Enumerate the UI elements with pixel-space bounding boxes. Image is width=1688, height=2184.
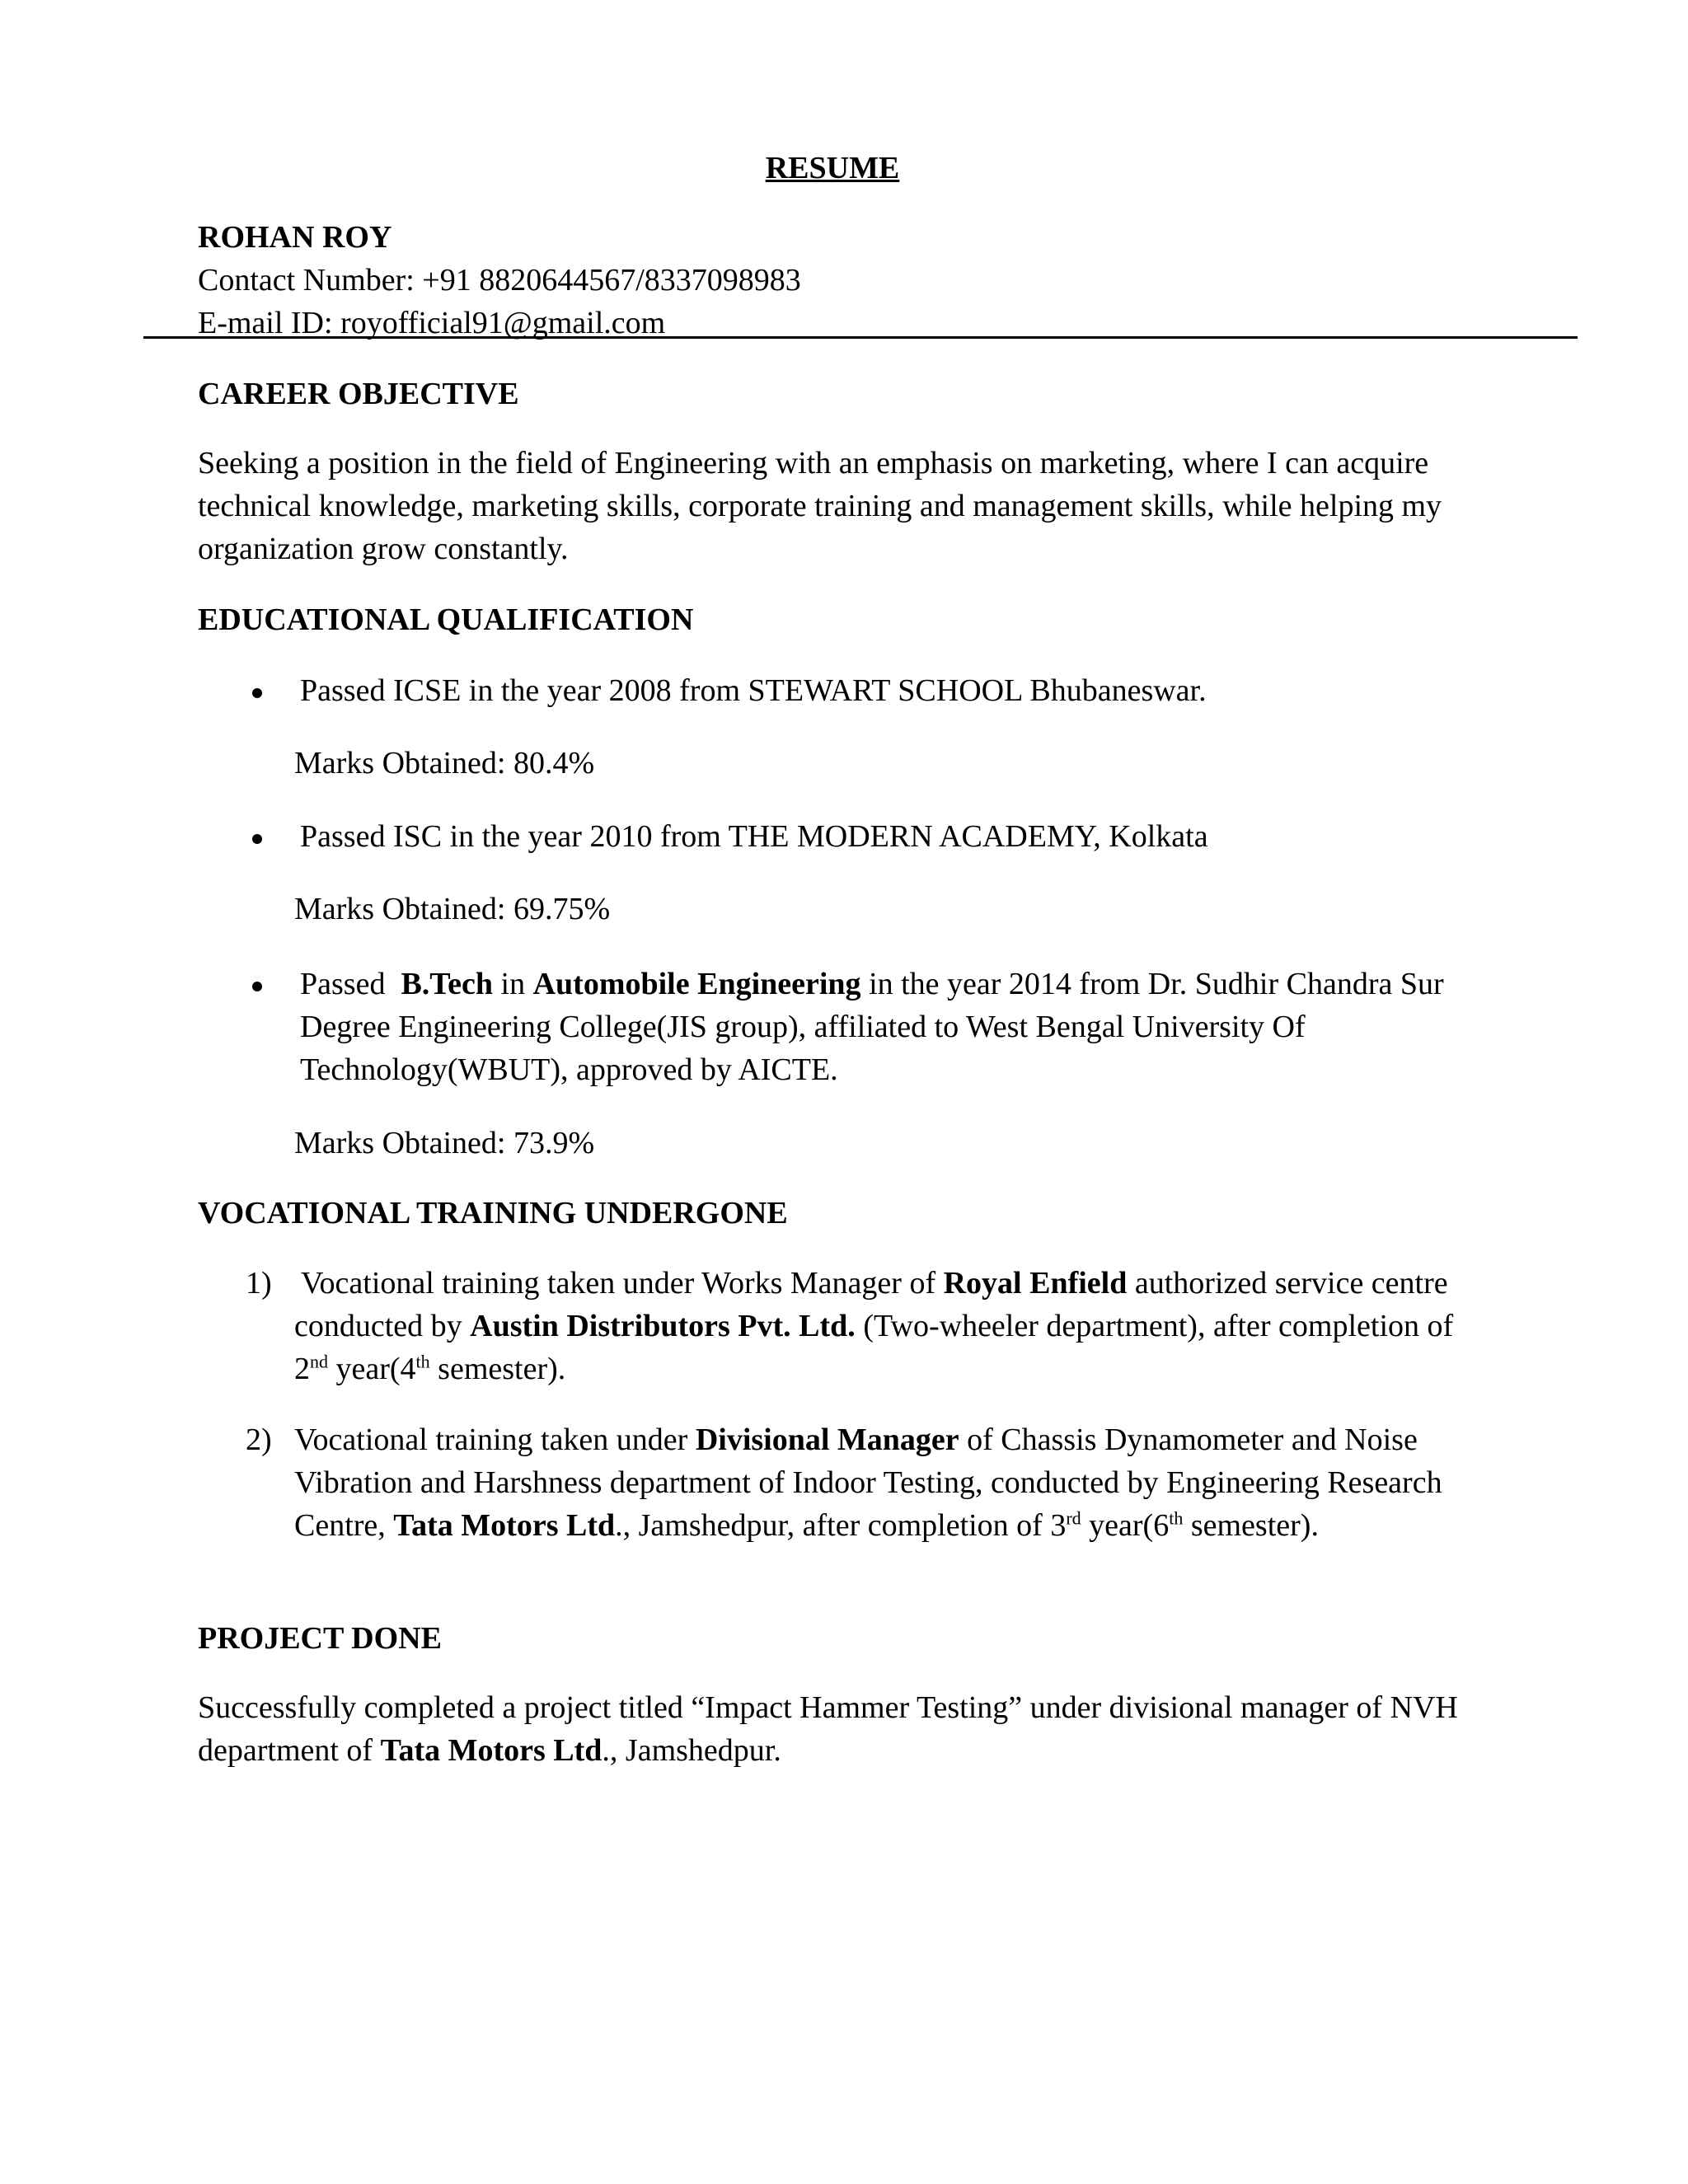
text-part: of Chassis Dynamometer and Noise Vibration and Harshness department of Indoor Testing, conducted by Engineering Research Centre, bbox=[294, 1422, 1442, 1543]
company-name: Tata Motors Ltd bbox=[380, 1733, 603, 1768]
bullet-icon bbox=[252, 834, 262, 844]
vocational-item-text bbox=[294, 1418, 1481, 1547]
company-name: Royal Enfield bbox=[943, 1266, 1128, 1301]
text-part: Vocational training taken under Works Manager of bbox=[301, 1266, 944, 1301]
contact-header bbox=[198, 216, 1599, 344]
text-part: semester). bbox=[1183, 1508, 1319, 1543]
career-objective-text: Seeking a position in the field of Engineering with an emphasis on marketing, where I can acquire technical knowledge, marketing skills, corporate training and management skills, while helping my organization grow constantly. bbox=[198, 446, 1442, 566]
text-part: Vocational training taken under bbox=[294, 1422, 696, 1457]
marks-obtained: Marks Obtained: 73.9% bbox=[294, 1126, 595, 1160]
bullet-icon bbox=[252, 982, 262, 991]
text-part: year(4 bbox=[328, 1352, 416, 1386]
text-part: year(6 bbox=[1081, 1508, 1170, 1543]
text-part: Passed bbox=[300, 967, 401, 1001]
ordinal-suffix: th bbox=[415, 1351, 430, 1372]
contact-number: Contact Number: +91 8820644567/8337098983 bbox=[198, 263, 801, 298]
item-number: 2) bbox=[246, 1422, 272, 1457]
email-id: E-mail ID: royofficial91@gmail.com bbox=[198, 306, 666, 340]
candidate-name: ROHAN ROY bbox=[198, 220, 392, 255]
bullet-icon bbox=[252, 688, 262, 698]
ordinal-suffix: nd bbox=[310, 1351, 328, 1372]
text-part: Successfully completed a project titled “Impact Hammer Testing” under divisional manager of NVH department of bbox=[198, 1690, 1458, 1768]
project-heading: PROJECT DONE bbox=[198, 1621, 442, 1656]
education-item-text bbox=[300, 963, 1470, 1091]
career-objective-heading: CAREER OBJECTIVE bbox=[198, 377, 519, 411]
designation: Divisional Manager bbox=[695, 1422, 959, 1457]
header-divider bbox=[143, 336, 1578, 339]
vocational-item-text bbox=[294, 1262, 1481, 1390]
ordinal-suffix: th bbox=[1169, 1507, 1184, 1529]
marks-obtained: Marks Obtained: 80.4% bbox=[294, 746, 595, 780]
education-item-text: Passed ICSE in the year 2008 from STEWART SCHOOL Bhubaneswar. bbox=[300, 673, 1207, 708]
company-name: Tata Motors Ltd bbox=[393, 1508, 616, 1543]
text-part: semester). bbox=[429, 1352, 566, 1386]
text-part: ., Jamshedpur. bbox=[602, 1733, 781, 1768]
ordinal-suffix: rd bbox=[1066, 1507, 1081, 1529]
company-name: Austin Distributors Pvt. Ltd. bbox=[470, 1309, 856, 1343]
marks-obtained: Marks Obtained: 69.75% bbox=[294, 892, 611, 926]
item-number: 1) bbox=[246, 1266, 272, 1301]
education-item-text: Passed ISC in the year 2010 from THE MODERN ACADEMY, Kolkata bbox=[300, 819, 1208, 854]
document-title: RESUME bbox=[765, 151, 900, 185]
text-part: (Two-wheeler department), after completion of 2 bbox=[294, 1309, 1454, 1386]
text-part: in bbox=[493, 967, 533, 1001]
branch-name: Automobile Engineering bbox=[532, 967, 861, 1001]
project-text bbox=[198, 1686, 1484, 1772]
text-part: in the year 2014 from Dr. Sudhir Chandra Sur Degree Engineering College(JIS group), affiliated to West Bengal University Of Technology(WBUT), approved by AICTE. bbox=[300, 967, 1444, 1087]
education-heading: EDUCATIONAL QUALIFICATION bbox=[198, 602, 694, 637]
text-part: authorized service centre conducted by bbox=[294, 1266, 1448, 1343]
text-part: ., Jamshedpur, after completion of 3 bbox=[615, 1508, 1067, 1543]
degree-name: B.Tech bbox=[401, 967, 494, 1001]
vocational-heading: VOCATIONAL TRAINING UNDERGONE bbox=[198, 1196, 788, 1230]
